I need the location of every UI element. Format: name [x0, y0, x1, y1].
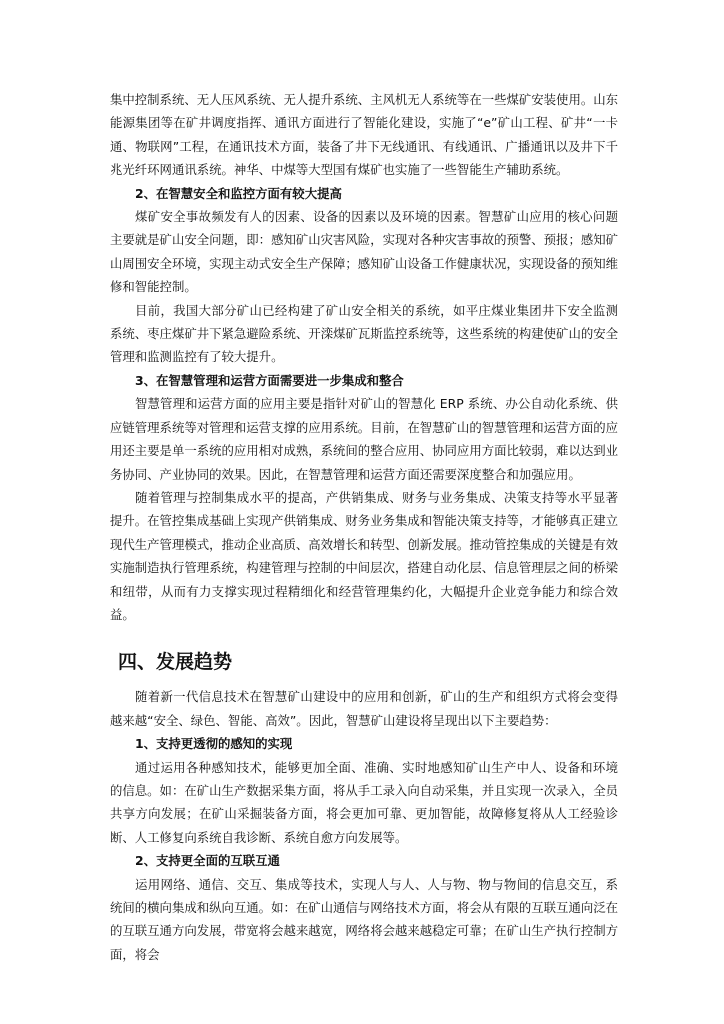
paragraph-management-integration: 随着管理与控制集成水平的提高，产供销集成、财务与业务集成、决策支持等水平显著提升。在管控集成基础上实现产供销集成、财务业务集成和智能决策支持等，才能够真正建立现代生产管理模式，推动企业高质、高效增长和转型、创新发展。推动管控集成的关键是有效实施制造执行管理系统，构建管理与控制的中间层次，搭建自动化层、信息管理层之间的桥梁和纽带，从而有力支撑实现过程精细化和经营管理集约化，大幅提升企业竞争能力和综合效益。	[110, 489, 619, 622]
paragraph-management-apps: 智慧管理和运营方面的应用主要是指针对矿山的智慧化 ERP 系统、办公自动化系统、供应链管理系统等对管理和运营支撑的应用系统。目前，在智慧矿山的智慧管理和运营方面的应用还主要是单一系统的应用相对成熟，系统间的整合应用、协同应用方面比较弱，难以达到业务协同、产业协同的效果。因此，在智慧管理和运营方面还需要深度整合和加强应用。	[110, 396, 619, 482]
heading-smart-safety: 2、在智慧安全和监控方面有较大提高	[135, 185, 342, 201]
section-title-trends: 四、发展趋势	[118, 651, 233, 674]
paragraph-perception: 通过运用各种感知技术，能够更加全面、准确、实时地感知矿山生产中人、设备和环境的信息。如：在矿山生产数据采集方面，将从手工录入向自动采集，并且实现一次录入，全员共享方向发展；在矿山采掘装备方面，将会更加可靠、更加智能，故障修复将从人工经验诊断、人工修复向系统自我诊断、系统自愈方向发展等。	[110, 759, 619, 845]
paragraph-safety-systems: 目前，我国大部分矿山已经构建了矿山安全相关的系统，如平庄煤业集团井下安全监测系统、枣庄煤矿井下紧急避险系统、开滦煤矿瓦斯监控系统等，这些系统的构建使矿山的安全管理和监测监控有了较大提升。	[110, 302, 619, 365]
paragraph-trends-intro: 随着新一代信息技术在智慧矿山建设中的应用和创新，矿山的生产和组织方式将会变得越来越“安全、绿色、智能、高效”。因此，智慧矿山建设将呈现出以下主要趋势：	[110, 689, 618, 728]
paragraph-interconnection: 运用网络、通信、交互、集成等技术，实现人与人、人与物、物与物间的信息交互，系统间的横向集成和纵向互通。如：在矿山通信与网络技术方面，将会从有限的互联互通向泛在的互联互通方向发展，带宽将会越来越宽，网络将会越来越稳定可靠；在矿山生产执行控制方面，将会	[110, 876, 619, 962]
paragraph-safety-factors: 煤矿安全事故频发有人的因素、设备的因素以及环境的因素。智慧矿山应用的核心问题主要就是矿山安全问题，即：感知矿山灾害风险，实现对各种灾害事故的预警、预报；感知矿山周围安全环境，实现主动式安全生产保障；感知矿山设备工作健康状况，实现设备的预知维修和智能控制。	[110, 209, 619, 295]
document-page	[110, 88, 618, 966]
heading-perception: 1、支持更透彻的感知的实现	[135, 736, 293, 752]
heading-interconnection: 2、支持更全面的互联互通	[135, 853, 280, 869]
heading-smart-management: 3、在智慧管理和运营方面需要进一步集成和整合	[135, 372, 404, 388]
paragraph-control-systems: 集中控制系统、无人压风系统、无人提升系统、主风机无人系统等在一些煤矿安装使用。山东能源集团等在矿井调度指挥、通讯方面进行了智能化建设，实施了“e”矿山工程、矿井“一卡通、物联网”工程，在通讯技术方面，装备了井下无线通讯、有线通讯、广播通讯以及井下千兆光纤环网通讯系统。神华、中煤等大型国有煤矿也实施了一些智能生产辅助系统。	[110, 92, 619, 178]
